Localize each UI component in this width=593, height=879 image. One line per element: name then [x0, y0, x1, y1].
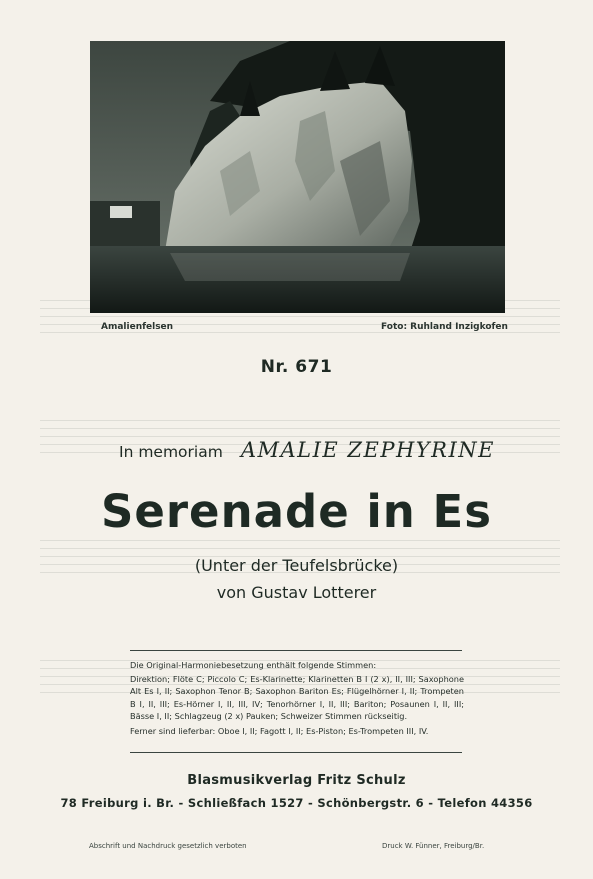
- copyright-notice: Abschrift und Nachdruck gesetzlich verboten: [89, 842, 247, 850]
- printer-credit: Druck W. Fünner, Freiburg/Br.: [382, 842, 485, 850]
- divider: [130, 650, 462, 651]
- divider: [130, 752, 462, 753]
- instrumentation-extra: Ferner sind lieferbar: Oboe I, II; Fagott I, II; Es-Piston; Es-Trompeten III, IV.: [130, 726, 429, 737]
- publisher-address: 78 Freiburg i. Br. - Schließfach 1527 - Schönbergstr. 6 - Telefon 44356: [60, 796, 533, 810]
- composer-credit: von Gustav Lotterer: [216, 583, 377, 602]
- instrumentation-intro: Die Original-Harmoniebesetzung enthält folgende Stimmen:: [130, 660, 377, 670]
- photo-caption: Amalienfelsen: [101, 322, 174, 332]
- dedication-prefix: In memoriam: [119, 443, 223, 461]
- publisher-name: Blasmusikverlag Fritz Schulz: [187, 773, 406, 788]
- catalog-number: Nr. 671: [260, 357, 333, 377]
- piece-title: Serenade in Es: [100, 485, 493, 538]
- amalienfelsen-photo: [90, 41, 505, 313]
- instrumentation-parts: Direktion; Flöte C; Piccolo C; Es-Klarinette; Klarinetten B I (2 x), II, III; Saxophone Alt Es I, II; Saxophon Tenor B; Saxophon Bariton Es; Flügelhörner I, II; Trompeten B I, II, III; Es-Hörner I, II, III, IV; Tenorhörner I, II, III; Bariton; Posaunen I, II, III; Bässe I, II; Schlagzeug (2 x) Pauken; Schweizer Stimmen rückseitig.: [130, 674, 464, 721]
- dedication: [119, 438, 495, 462]
- dedication-name: AMALIE ZEPHYRINE: [240, 438, 495, 462]
- photo-credit: Foto: Ruhland Inzigkofen: [381, 322, 508, 332]
- piece-subtitle: (Unter der Teufelsbrücke): [194, 556, 399, 575]
- instrumentation-block: [130, 659, 464, 737]
